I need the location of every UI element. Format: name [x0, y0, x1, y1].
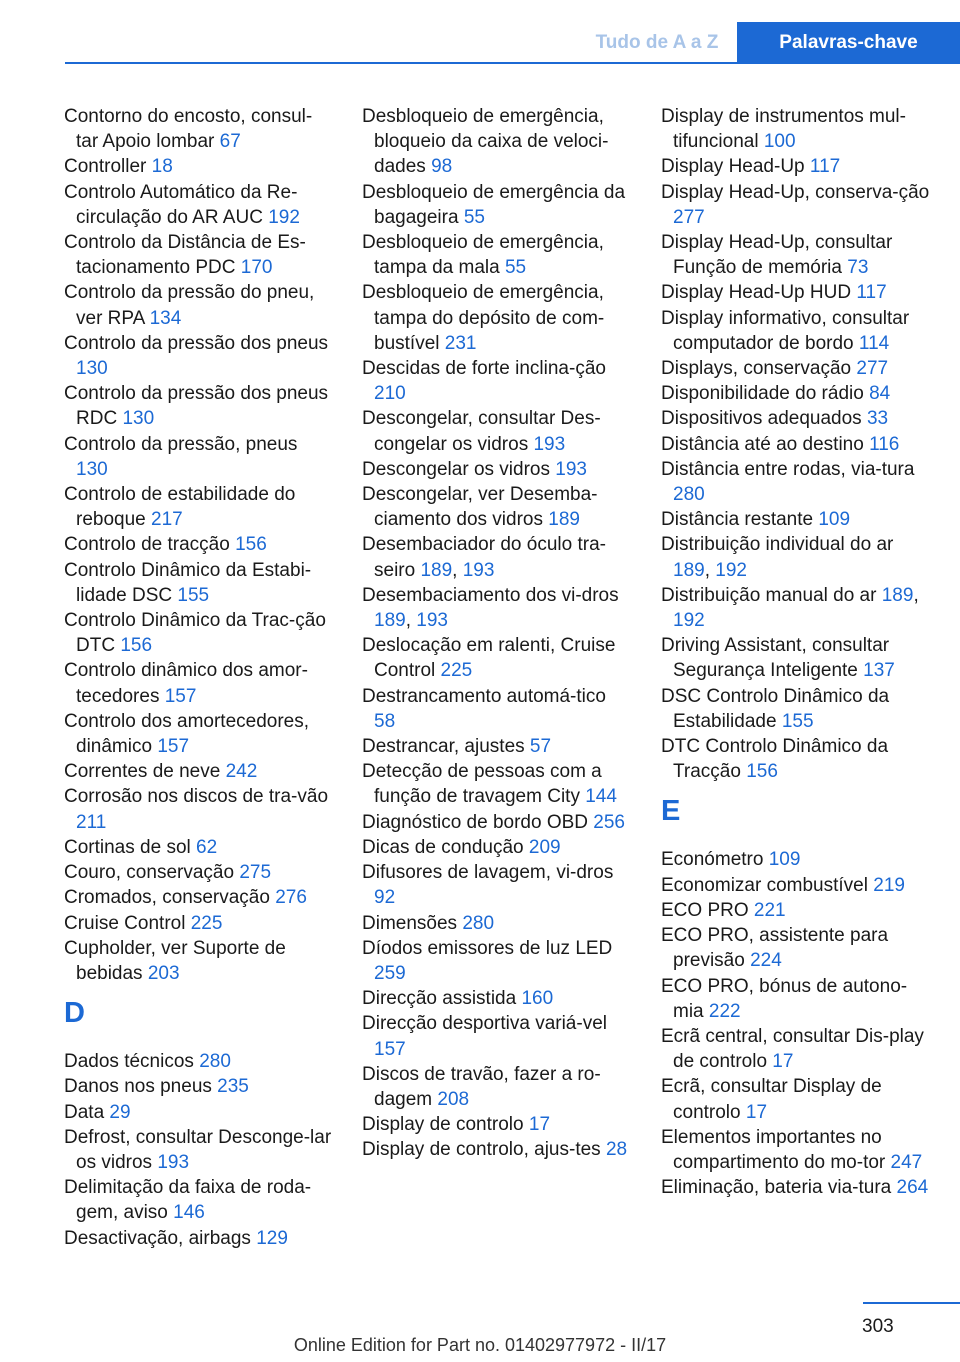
page-link[interactable]: 264 — [896, 1177, 929, 1199]
index-term: Discos de travão, fazer a ro-dagem — [362, 1063, 601, 1110]
page-link[interactable]: 259 — [374, 962, 406, 984]
index-entry — [362, 1137, 632, 1162]
index-term: Controlo de tracção — [64, 534, 230, 556]
index-entry — [64, 835, 334, 860]
index-term: ECO PRO — [661, 899, 749, 921]
index-term: Desactivação, airbags — [64, 1227, 251, 1249]
footer-divider — [863, 1302, 960, 1304]
index-entry — [661, 507, 931, 532]
index-entry: Distribuição manual do ar 189, 192 — [661, 584, 919, 632]
page-link[interactable]: 280 — [199, 1051, 231, 1073]
page-link[interactable]: 29 — [109, 1101, 131, 1123]
page-link[interactable]: 17 — [772, 1051, 794, 1073]
index-term: ECO PRO, bónus de autono-mia — [661, 975, 908, 1022]
index-entry — [661, 381, 931, 406]
index-entry — [661, 923, 931, 973]
index-entry — [362, 911, 632, 936]
index-term: Display Head-Up — [661, 156, 805, 178]
index-entry — [661, 873, 931, 898]
index-entry — [362, 280, 632, 356]
page-link[interactable]: 280 — [673, 484, 705, 506]
index-entry — [661, 406, 931, 431]
index-term: Dispositivos adequados — [661, 408, 862, 430]
index-term: Diagnóstico de bordo OBD — [362, 811, 589, 833]
index-term: Distância entre rodas, via-tura — [661, 458, 915, 480]
index-term: Controlo da pressão do pneu, ver RPA — [64, 282, 315, 329]
header-divider — [65, 62, 960, 64]
index-term: Destrancamento automá-tico — [362, 685, 606, 707]
page-link[interactable]: 156 — [120, 635, 153, 657]
page-link[interactable]: 156 — [235, 534, 267, 556]
page-link[interactable]: 231 — [444, 332, 477, 354]
index-entry — [661, 457, 931, 507]
index-entry — [362, 986, 632, 1011]
index-term: Desbloqueio de emergência, tampa do depósito de com-bustível — [362, 282, 605, 354]
index-entry — [64, 381, 334, 431]
index-term: Corrosão nos discos de tra-vão — [64, 786, 329, 808]
index-term: Ecrã central, consultar Dis-play de controlo — [661, 1025, 924, 1073]
page-link[interactable]: 225 — [440, 660, 473, 682]
page-link[interactable]: 235 — [217, 1076, 249, 1098]
edition-note: Online Edition for Part no. 01402977972 - II/17 — [293, 1335, 667, 1355]
index-term: Desbloqueio de emergência da bagageira — [362, 181, 626, 228]
page-link[interactable]: 256 — [593, 811, 625, 833]
index-entry — [362, 457, 632, 482]
index-entry — [64, 1074, 334, 1099]
index-term: Distância até ao destino — [661, 433, 864, 455]
index-term: Distribuição manual do ar — [661, 584, 877, 606]
page-link[interactable]: 219 — [873, 874, 905, 896]
index-entry — [661, 230, 931, 280]
index-term: Díodos emissores de luz LED — [362, 937, 613, 959]
index-entry — [362, 406, 632, 456]
index-term: Cruise Control — [64, 912, 186, 934]
index-entry: Desembaciador do óculo tra-seiro 189, 193 — [362, 534, 606, 581]
page-link[interactable]: 28 — [605, 1139, 628, 1161]
index-term: Controlo da pressão dos pneus — [64, 332, 329, 354]
index-term: Display Head-Up HUD — [661, 282, 852, 304]
page-link[interactable]: 157 — [374, 1038, 406, 1060]
page-link[interactable]: 192 — [673, 610, 705, 632]
index-entry — [661, 432, 931, 457]
index-entry — [64, 230, 334, 280]
page-link[interactable]: 277 — [673, 206, 705, 228]
index-term: Descongelar, consultar Des-congelar os vidros — [362, 408, 601, 455]
page-link[interactable]: 275 — [239, 862, 272, 884]
index-term: Distância restante — [661, 509, 814, 531]
index-term: Desbloqueio de emergência, bloqueio da caixa de veloci-dades — [362, 106, 609, 178]
page-link[interactable]: 98 — [431, 156, 453, 178]
index-term: Dicas de condução — [362, 836, 524, 858]
index-term: Data — [64, 1101, 105, 1123]
page-link[interactable]: 156 — [746, 761, 778, 783]
page-link[interactable]: 276 — [275, 887, 307, 909]
index-entry — [362, 356, 632, 406]
index-entry — [362, 759, 632, 809]
index-entry — [362, 936, 632, 986]
page-link[interactable]: 130 — [76, 458, 108, 480]
page-link[interactable]: 160 — [521, 988, 554, 1010]
index-entry — [64, 1049, 334, 1074]
index-entry — [362, 810, 632, 835]
header-tabs — [577, 22, 960, 63]
index-entry — [661, 633, 931, 683]
page-link[interactable]: 203 — [147, 962, 180, 984]
page-link[interactable]: 170 — [240, 257, 273, 279]
page-link[interactable]: 210 — [374, 383, 406, 405]
index-entry — [64, 759, 334, 784]
index-entry — [64, 180, 334, 230]
page-link[interactable]: 17 — [528, 1114, 551, 1136]
page-link[interactable]: 137 — [863, 660, 895, 682]
index-entry — [64, 432, 334, 482]
index-term: Económetro — [661, 849, 764, 871]
page-link[interactable]: 189 — [548, 509, 580, 531]
index-entry — [362, 633, 632, 683]
index-term: Display de instrumentos mul-tifuncional — [661, 106, 906, 153]
section-letter: E — [661, 795, 681, 828]
index-term: Cupholder, ver Suporte de bebidas — [64, 937, 286, 984]
index-term: Controlo Dinâmico da Estabi-lidade DSC — [64, 559, 312, 606]
index-term: Eliminação, bateria via-tura — [661, 1177, 892, 1199]
index-entry — [362, 684, 632, 734]
page-link[interactable]: 189 — [881, 584, 914, 606]
index-entry — [64, 911, 334, 936]
index-entry — [64, 885, 334, 910]
page-link[interactable]: 33 — [866, 408, 889, 430]
index-term: Ecrã, consultar Display de controlo — [661, 1076, 882, 1123]
page-link[interactable]: 277 — [856, 358, 889, 380]
index-term: Direcção assistida — [362, 988, 517, 1010]
index-term: Deslocação em ralenti, Cruise Control — [362, 635, 616, 682]
page-link[interactable]: 114 — [858, 332, 890, 354]
index-term: Controller — [64, 156, 147, 178]
index-term: Desembaciamento dos vi-dros — [362, 584, 619, 606]
index-entry — [661, 1125, 931, 1175]
index-term: Desembaciador do óculo tra-seiro — [362, 534, 606, 581]
index-entry: Desembaciamento dos vi-dros 189, 193 — [362, 584, 619, 632]
page-link[interactable]: 17 — [745, 1101, 768, 1123]
index-entry — [661, 356, 931, 381]
page-link[interactable]: 193 — [555, 458, 587, 480]
index-entry — [64, 608, 334, 658]
index-term: Detecção de pessoas com a função de travagem City — [362, 761, 602, 808]
index-term: DSC Controlo Dinâmico da Estabilidade — [661, 685, 890, 732]
page-link[interactable]: 189 — [420, 559, 453, 581]
index-entry — [64, 709, 334, 759]
page-link[interactable]: 247 — [890, 1151, 923, 1173]
index-term: ECO PRO, assistente para previsão — [661, 925, 889, 972]
index-term: Descidas de forte inclina-ção — [362, 358, 606, 380]
index-entry — [661, 1175, 931, 1200]
page-link[interactable]: 192 — [715, 559, 747, 581]
index-term: Elementos importantes no compartimento do mo-tor — [661, 1126, 886, 1173]
index-term: Driving Assistant, consultar Segurança Inteligente — [661, 635, 890, 682]
page-link[interactable]: 224 — [750, 950, 782, 972]
index-entry — [64, 558, 334, 608]
page-link[interactable]: 100 — [763, 131, 796, 153]
page-link[interactable]: 155 — [781, 710, 814, 732]
index-entry — [661, 684, 931, 734]
index-term: Direcção desportiva variá-vel — [362, 1013, 607, 1035]
index-term: Display Head-Up, conserva-ção — [661, 181, 930, 203]
index-column-2 — [362, 104, 632, 1163]
index-entry — [64, 658, 334, 708]
index-entry — [64, 1175, 334, 1225]
page-link[interactable]: 130 — [76, 358, 108, 380]
page-link[interactable]: 84 — [869, 383, 891, 405]
index-term: Display de controlo, ajus-tes — [362, 1139, 601, 1161]
index-entry — [661, 847, 931, 872]
index-term: Display informativo, consultar computador de bordo — [661, 307, 910, 354]
index-term: Distribuição individual do ar — [661, 534, 894, 556]
tab-all-a-z[interactable]: Tudo de A a Z — [595, 31, 719, 53]
page-link[interactable]: 129 — [256, 1227, 288, 1249]
page-link[interactable]: 130 — [122, 408, 155, 430]
page-link[interactable]: 55 — [463, 206, 485, 228]
index-term: Controlo da Distância de Es-tacionamento PDC — [64, 232, 306, 279]
index-entry — [362, 230, 632, 280]
index-entry — [64, 1226, 334, 1251]
page-link[interactable]: 193 — [157, 1151, 190, 1173]
page-link[interactable]: 62 — [196, 836, 218, 858]
page-link[interactable]: 157 — [157, 736, 190, 758]
page-link[interactable]: 134 — [149, 307, 182, 329]
page-link[interactable]: 225 — [190, 912, 223, 934]
index-term: Couro, conservação — [64, 862, 235, 884]
index-term: Delimitação da faixa de roda-gem, aviso — [64, 1177, 312, 1224]
index-entry — [64, 280, 334, 330]
index-entry — [661, 306, 931, 356]
page-link[interactable]: 117 — [809, 156, 841, 178]
index-entry — [661, 734, 931, 784]
index-column-1 — [64, 104, 334, 1251]
page-link[interactable]: 144 — [585, 786, 617, 808]
index-entry — [64, 154, 334, 179]
page-link[interactable]: 92 — [374, 887, 396, 909]
page-link[interactable]: 192 — [268, 206, 300, 228]
page-link[interactable]: 189 — [374, 610, 406, 632]
page-link[interactable]: 155 — [177, 584, 210, 606]
index-term: Controlo dinâmico dos amor-tecedores — [64, 660, 308, 707]
index-entry — [64, 784, 334, 834]
page-link[interactable]: 189 — [673, 559, 705, 581]
page-link[interactable]: 55 — [504, 257, 527, 279]
index-entry — [661, 1074, 931, 1124]
page-link[interactable]: 146 — [173, 1202, 205, 1224]
index-term: Descongelar, ver Desemba-ciamento dos vidros — [362, 484, 598, 531]
tab-keywords[interactable]: Palavras-chave — [737, 22, 960, 63]
index-entry — [661, 898, 931, 923]
page-link[interactable]: 57 — [529, 736, 552, 758]
section-letter: D — [64, 997, 85, 1030]
page-link[interactable]: 117 — [856, 282, 887, 304]
index-term: Cromados, conservação — [64, 887, 270, 909]
index-term: DTC Controlo Dinâmico da Tracção — [661, 736, 889, 783]
index-term: Dados técnicos — [64, 1051, 194, 1073]
index-term: Cortinas de sol — [64, 836, 191, 858]
index-term: Controlo Automático da Re-circulação do AR AUC — [64, 181, 298, 228]
page-link[interactable]: 58 — [374, 710, 396, 732]
index-entry — [362, 1112, 632, 1137]
page-link[interactable]: 18 — [151, 156, 173, 178]
page-link[interactable]: 109 — [768, 849, 801, 871]
index-term: Dimensões — [362, 912, 458, 934]
index-term: Controlo da pressão dos pneus RDC — [64, 383, 329, 430]
index-term: Destrancar, ajustes — [362, 736, 525, 758]
page-link[interactable]: 222 — [708, 1000, 741, 1022]
index-term: Controlo Dinâmico da Trac-ção DTC — [64, 610, 326, 657]
index-entry — [362, 180, 632, 230]
index-term: Correntes de neve — [64, 761, 221, 783]
index-entry — [362, 482, 632, 532]
index-term: Disponibilidade do rádio — [661, 383, 864, 405]
index-entry — [64, 331, 334, 381]
page-link[interactable]: 193 — [462, 559, 495, 581]
index-entry — [362, 734, 632, 759]
index-entry — [64, 104, 334, 154]
index-entry — [64, 1125, 334, 1175]
index-entry — [64, 482, 334, 532]
index-term: Desbloqueio de emergência, tampa da mala — [362, 232, 604, 279]
index-term: Economizar combustível — [661, 874, 868, 896]
index-entry — [64, 1100, 334, 1125]
index-entry — [362, 1062, 632, 1112]
index-entry — [64, 532, 334, 557]
index-entry — [64, 936, 334, 986]
page-link[interactable]: 242 — [225, 761, 258, 783]
page-link[interactable]: 208 — [437, 1088, 470, 1110]
index-entry — [661, 180, 931, 230]
index-entry — [64, 860, 334, 885]
index-term: Danos nos pneus — [64, 1076, 212, 1098]
index-entry — [661, 1024, 931, 1074]
page-link[interactable]: 209 — [528, 836, 561, 858]
index-entry — [362, 104, 632, 180]
index-entry — [362, 1011, 632, 1061]
page-link[interactable]: 73 — [847, 257, 869, 279]
page-link[interactable]: 116 — [869, 433, 900, 455]
index-term: Difusores de lavagem, vi-dros — [362, 862, 614, 884]
page-link[interactable]: 67 — [219, 131, 241, 153]
page-link[interactable]: 193 — [533, 433, 566, 455]
index-entry — [661, 280, 931, 305]
index-entry — [362, 860, 632, 910]
page-link[interactable]: 221 — [753, 899, 786, 921]
index-term: Controlo dos amortecedores, dinâmico — [64, 710, 310, 758]
page-link[interactable]: 193 — [416, 610, 448, 632]
index-term: Contorno do encosto, consul-tar Apoio lombar — [64, 106, 313, 153]
index-term: Defrost, consultar Desconge-lar os vidros — [64, 1126, 332, 1173]
index-entry: Distribuição individual do ar 189, 192 — [661, 534, 894, 581]
page-link[interactable]: 217 — [151, 509, 183, 531]
index-term: Display de controlo — [362, 1114, 524, 1136]
index-entry — [661, 974, 931, 1024]
page-link[interactable]: 211 — [76, 811, 107, 833]
index-term: Descongelar os vidros — [362, 458, 550, 480]
index-term: Controlo de estabilidade do reboque — [64, 484, 296, 531]
page-link[interactable]: 157 — [164, 685, 197, 707]
page-number: 303 — [862, 1316, 894, 1337]
page-link[interactable]: 280 — [462, 912, 495, 934]
index-term: Displays, conservação — [661, 358, 852, 380]
index-entry — [661, 104, 931, 154]
index-entry — [661, 154, 931, 179]
index-entry — [362, 835, 632, 860]
index-term: Display Head-Up, consultar Função de memória — [661, 232, 893, 279]
index-column-3 — [661, 104, 931, 1200]
index-term: Controlo da pressão, pneus — [64, 433, 298, 455]
page-link[interactable]: 109 — [818, 509, 851, 531]
